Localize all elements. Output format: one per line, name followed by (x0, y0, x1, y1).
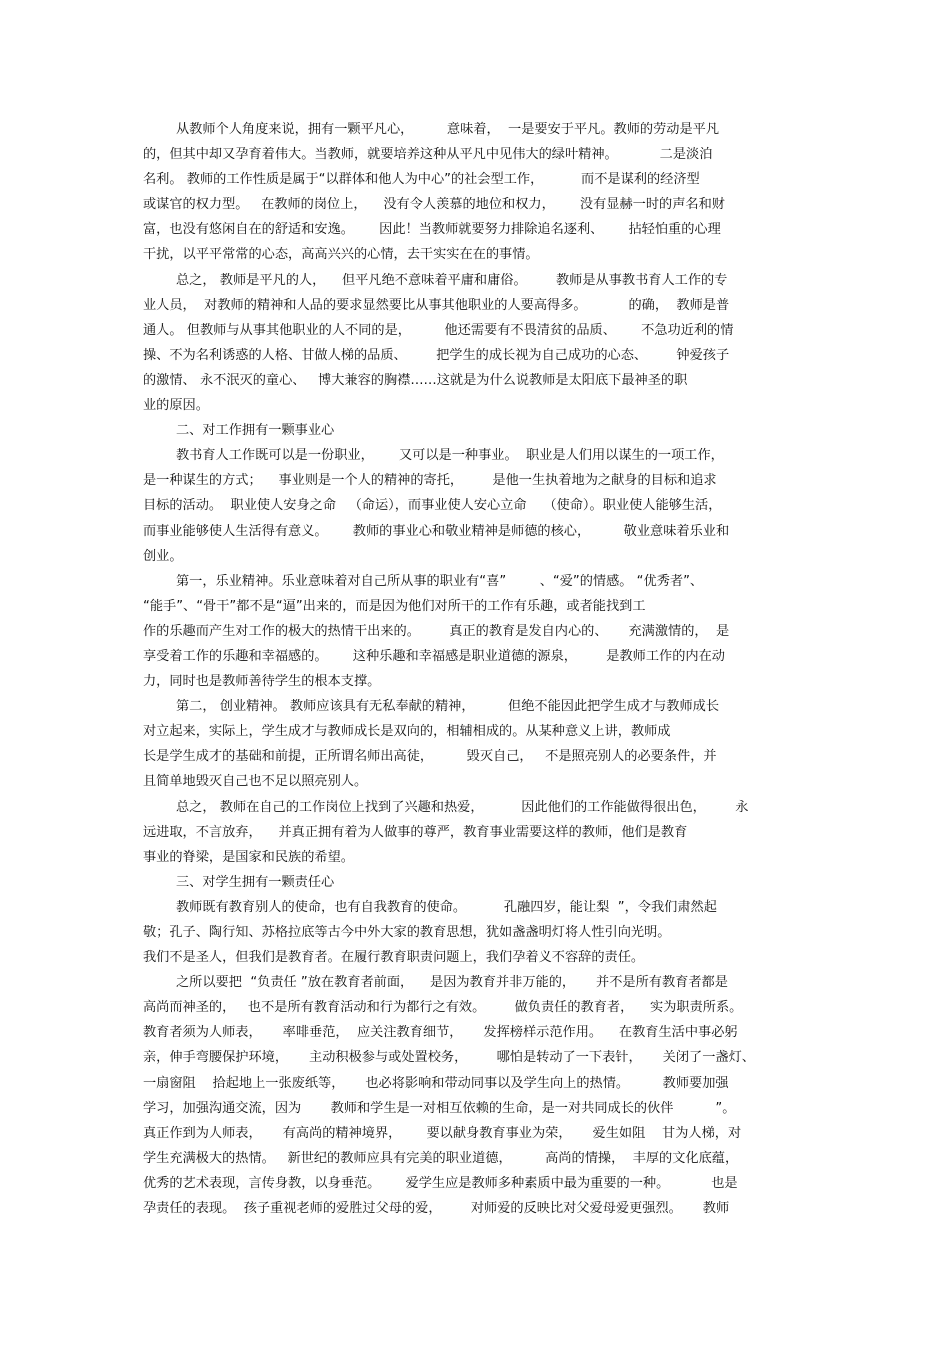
paragraph-line: 我们不是圣人，但我们是教育者。在履行教育职责问题上，我们孕着义不容辞的责任。 (143, 950, 645, 966)
paragraph-line: 是一种谋生的方式； 事业则是一个人的精神的寄托， 是他一生执着地为之献身的目标和追求 (143, 473, 717, 489)
paragraph-line: 的，但其中却又孕育着伟大。当教师，就要培养这种从平凡中见伟大的绿叶精神。 二是淡泊 (143, 147, 713, 163)
paragraph-line: 从教师个人角度来说，拥有一颗平凡心， 意味着， 一是要安于平凡。教师的劳动是平凡 (176, 122, 720, 137)
paragraph-line: 创业。 (143, 548, 183, 564)
paragraph-line: 敬；孔子、陶行知、苏格拉底等古今中外大家的教育思想，犹如盏盏明灯将人性引向光明。 (143, 925, 671, 940)
paragraph-line: “能手”、“骨干”都不是“逼”出来的，而是因为他们对所干的工作有乐趣，或者能找到工 (143, 598, 646, 614)
paragraph-line: 通人。 但教师与从事其他职业的人不同的是， 他还需要有不畏清贫的品质、 不急功近利的情 (143, 322, 734, 338)
paragraph-line: 富，也没有悠闲自在的舒适和安逸。 因此！当教师就要努力排除追名逐利、 拈轻怕重的心理 (143, 222, 721, 238)
paragraph-line: 干扰，以平平常常的心态，高高兴兴的心情，去干实实在在的事情。 (143, 247, 539, 263)
paragraph-line: 目标的活动。 职业使人安身之命 （命运），而事业使人安心立命 （使命）。职业使人能够生活， (143, 498, 722, 514)
paragraph-line: 学生充满极大的热情。 新世纪的教师应具有完美的职业道德， 高尚的情操， 丰厚的文化底蕴， (143, 1150, 739, 1166)
paragraph-line: 教书育人工作既可以是一份职业， 又可以是一种事业。 职业是人们用以谋生的一项工作， (176, 448, 724, 464)
paragraph-line: 孕责任的表现。 孩子重视老师的爱胜过父母的爱， 对师爱的反映比对父爱母爱更强烈。 教师 (143, 1201, 730, 1217)
paragraph-line: 总之， 教师在自己的工作岗位上找到了兴趣和热爱， 因此他们的工作能做得很出色， 永 (176, 799, 749, 815)
section-heading: 二、对工作拥有一颗事业心 (176, 423, 335, 439)
paragraph-line: 之所以要把 “负责任 ”放在教育者前面， 是因为教育并非万能的， 并不是所有教育者都是 (176, 975, 728, 991)
paragraph-line: 远进取，不言放弃， 并真正拥有着为人做事的尊严，教育事业需要这样的教师，他们是教育 (143, 824, 688, 840)
paragraph-line: 高尚而神圣的， 也不是所有教育活动和行为都行之有效。 做负责任的教育者， 实为职责所系。 (143, 1000, 743, 1016)
paragraph-line: 教师既有教育别人的使命，也有自我教育的使命。 孔融四岁，能让梨 ”，令我们肃然起 (176, 899, 717, 915)
paragraph-line: 或谋官的权力型。 在教师的岗位上， 没有令人羡慕的地位和权力， 没有显赫一时的声名和财 (143, 197, 725, 213)
paragraph-line: 操、不为名利诱惑的人格、甘做人梯的品质、 把学生的成长视为自己成功的心态、 钟爱孩子 (143, 347, 730, 363)
paragraph-line: 一扇窗阻 拾起地上一张废纸等， 也必将影响和带动同事以及学生向上的热情。 教师要加强 (143, 1075, 729, 1091)
paragraph-line: 力，同时也是教师善待学生的根本支撑。 (143, 674, 381, 690)
paragraph-line: 而事业能够使人生活得有意义。 教师的事业心和敬业精神是师德的核心， 敬业意味着乐业和 (143, 523, 730, 539)
paragraph-line: 的激情、 永不泯灭的童心、 博大兼容的胸襟……这就是为什么说教师是太阳底下最神圣的职 (143, 372, 688, 388)
paragraph-line: 第一，乐业精神。乐业意味着对自己所从事的职业有“喜” 、“爱”的情感。 “优秀者”、 (176, 573, 704, 589)
paragraph-line: 作的乐趣而产生对工作的极大的热情干出来的。 真正的教育是发自内心的、 充满激情的， 是 (143, 623, 730, 639)
paragraph-line: 且简单地毁灭自己也不足以照亮别人。 (143, 774, 368, 790)
paragraph-line: 总之， 教师是平凡的人， 但平凡绝不意味着平庸和庸俗。 教师是从事教书育人工作的专 (176, 272, 728, 288)
paragraph-line: 长是学生成才的基础和前提，正所谓名师出高徒， 毁灭自己， 不是照亮别人的必要条件，并 (143, 749, 717, 765)
paragraph-line: 亲，伸手弯腰保护环境， 主动积极参与或处置校务， 哪怕是转动了一下表针， 关闭了一盏灯、 (143, 1050, 755, 1066)
paragraph-line: 学习，加强沟通交流，因为 教师和学生是一对相互依赖的生命，是一对共同成长的伙伴 ”。 (143, 1100, 736, 1116)
paragraph-line: 教育者须为人师表， 率啡垂范， 应关注教育细节， 发挥榜样示范作用。 在教育生活中事必躬 (143, 1025, 738, 1041)
paragraph-line: 优秀的艺术表现，言传身教，以身垂范。 爱学生应是教师多种素质中最为重要的一种。 也是 (143, 1175, 738, 1191)
section-heading: 三、对学生拥有一颗责任心 (176, 874, 335, 890)
paragraph-line: 对立起来，实际上，学生成才与教师成长是双向的，相辅相成的。从某种意义上讲，教师成 (143, 724, 671, 740)
paragraph-line: 业人员， 对教师的精神和人品的要求显然要比从事其他职业的人要高得多。 的确， 教师是普 (143, 297, 730, 313)
paragraph-line: 业的原因。 (143, 398, 209, 414)
paragraph-line: 第二， 创业精神。 教师应该具有无私奉献的精神， 但绝不能因此把学生成才与教师成长 (176, 699, 720, 715)
paragraph-line: 事业的脊梁，是国家和民族的希望。 (143, 849, 354, 865)
document-body (143, 117, 813, 1221)
paragraph-line: 名利。 教师的工作性质是属于“以群体和他人为中心”的社会型工作， 而不是谋利的经济型 (143, 172, 700, 188)
paragraph-line: 真正作到为人师表， 有高尚的精神境界， 要以献身教育事业为荣， 爱生如阻 甘为人梯，对 (143, 1125, 742, 1141)
paragraph-line: 享受着工作的乐趣和幸福感的。 这种乐趣和幸福感是职业道德的源泉， 是教师工作的内在动 (143, 648, 725, 664)
